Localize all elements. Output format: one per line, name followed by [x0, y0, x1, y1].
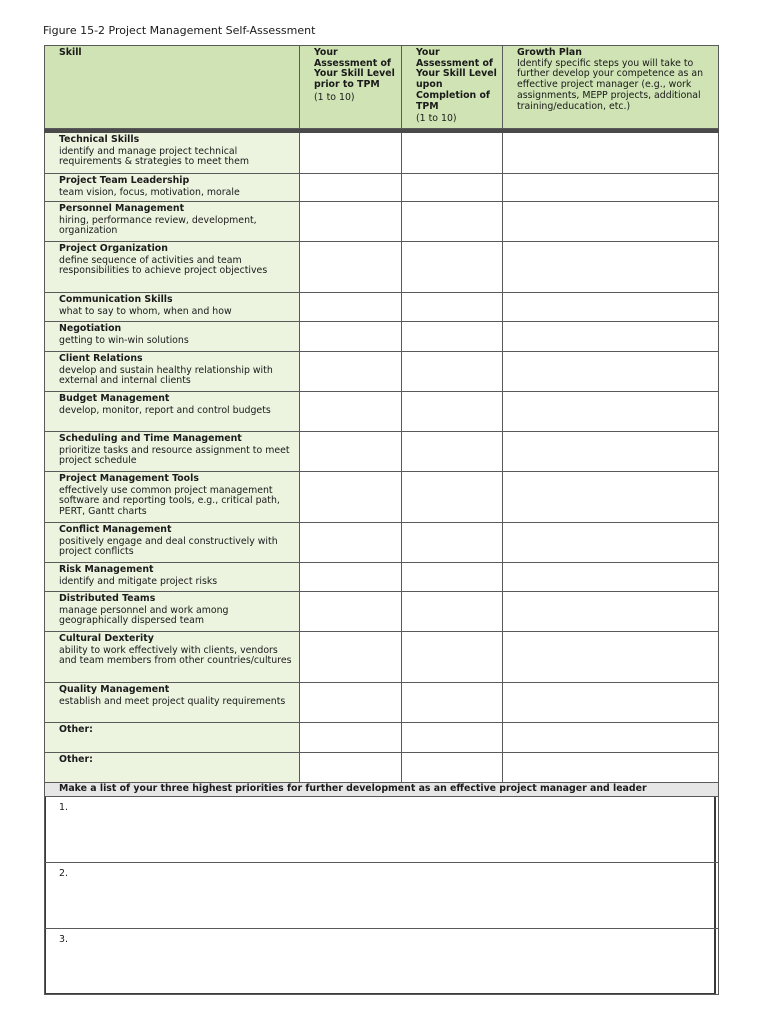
skill-cell: [45, 392, 300, 432]
after-score-cell[interactable]: [402, 352, 503, 392]
after-score-cell[interactable]: [402, 472, 503, 523]
growth-plan-header: Growth Plan Identify specific steps you will take to further develop your competence as an effective project manager (e.g., work assignments, MEPP projects, additional training/education, etc.): [503, 46, 719, 129]
skill-name: Communication Skills: [59, 294, 173, 305]
skill-name: Risk Management: [59, 564, 154, 575]
skill-cell: [45, 472, 300, 523]
growth-plan-cell[interactable]: [503, 242, 719, 293]
growth-plan-cell[interactable]: [503, 523, 719, 563]
growth-plan-cell[interactable]: [503, 392, 719, 432]
priority-entry[interactable]: [45, 796, 719, 862]
after-score-cell[interactable]: [402, 174, 503, 202]
skill-cell: [45, 432, 300, 472]
skill-cell: [45, 174, 300, 202]
skill-row: [45, 472, 719, 523]
growth-plan-cell[interactable]: [503, 432, 719, 472]
priority-row: [45, 862, 719, 928]
after-score-cell[interactable]: [402, 133, 503, 174]
skill-name: Scheduling and Time Management: [59, 433, 242, 444]
priority-number: 2.: [59, 867, 68, 879]
skill-name: Distributed Teams: [59, 593, 156, 604]
skill-cell: [45, 683, 300, 723]
after-score-cell[interactable]: [402, 392, 503, 432]
growth-plan-cell[interactable]: [503, 753, 719, 783]
skill-name: Other:: [59, 754, 93, 765]
skill-description: identify and mitigate project risks: [59, 575, 218, 587]
before-score-cell[interactable]: [300, 723, 402, 753]
after-score-cell[interactable]: [402, 242, 503, 293]
self-assessment-table: [44, 45, 719, 995]
skill-cell: [45, 202, 300, 242]
after-score-cell[interactable]: [402, 293, 503, 322]
before-score-cell[interactable]: [300, 242, 402, 293]
assessment-before-header: Your Assessment of Your Skill Level prior to TPM (1 to 10): [300, 46, 402, 129]
skill-cell: [45, 592, 300, 632]
skill-cell: [45, 523, 300, 563]
skill-row: [45, 392, 719, 432]
skill-row: [45, 523, 719, 563]
before-score-cell[interactable]: [300, 392, 402, 432]
before-score-cell[interactable]: [300, 592, 402, 632]
skill-name: Client Relations: [59, 353, 143, 364]
skill-description: develop, monitor, report and control budgets: [59, 404, 271, 416]
before-score-cell[interactable]: [300, 632, 402, 683]
growth-plan-cell[interactable]: [503, 723, 719, 753]
before-score-cell[interactable]: [300, 432, 402, 472]
growth-plan-cell[interactable]: [503, 322, 719, 352]
skill-description: ability to work effectively with clients, vendors and team members from other countries/cultures: [59, 644, 292, 667]
skill-description: positively engage and deal constructively with project conflicts: [59, 535, 278, 558]
after-score-cell[interactable]: [402, 592, 503, 632]
priority-row: [45, 928, 719, 994]
skill-row: [45, 293, 719, 322]
header-row: [45, 46, 719, 129]
skill-description: hiring, performance review, development, organization: [59, 214, 257, 237]
after-score-cell[interactable]: [402, 523, 503, 563]
skill-cell: [45, 753, 300, 783]
skill-name: Project Management Tools: [59, 473, 199, 484]
skill-description: what to say to whom, when and how: [59, 305, 232, 317]
skill-name: Quality Management: [59, 684, 170, 695]
skill-name: Negotiation: [59, 323, 122, 334]
skill-name: Technical Skills: [59, 134, 140, 145]
skill-name: Project Team Leadership: [59, 175, 190, 186]
after-score-cell[interactable]: [402, 632, 503, 683]
skill-row: [45, 322, 719, 352]
priorities-heading-row: [45, 783, 719, 797]
skill-name: Budget Management: [59, 393, 170, 404]
skill-row: [45, 174, 719, 202]
skill-description: manage personnel and work among geographically dispersed team: [59, 604, 229, 627]
growth-plan-cell[interactable]: [503, 632, 719, 683]
skill-row: [45, 683, 719, 723]
growth-plan-cell[interactable]: [503, 174, 719, 202]
growth-plan-cell[interactable]: [503, 352, 719, 392]
skill-header: Skill: [45, 46, 300, 129]
after-score-cell[interactable]: [402, 723, 503, 753]
priority-entry[interactable]: [45, 928, 719, 994]
skill-name: Conflict Management: [59, 524, 172, 535]
before-score-cell[interactable]: [300, 563, 402, 592]
after-score-cell[interactable]: [402, 202, 503, 242]
skill-row: [45, 133, 719, 174]
skill-description: define sequence of activities and team responsibilities to achieve project objectives: [59, 254, 268, 277]
priorities-heading: Make a list of your three highest priorities for further development as an effective project manager and leader: [45, 783, 719, 797]
growth-plan-cell[interactable]: [503, 592, 719, 632]
skill-name: Cultural Dexterity: [59, 633, 154, 644]
figure-title: Figure 15-2 Project Management Self-Assessment: [43, 24, 316, 37]
growth-plan-cell[interactable]: [503, 202, 719, 242]
skill-description: identify and manage project technical requirements & strategies to meet them: [59, 145, 250, 168]
skill-cell: [45, 322, 300, 352]
skill-row: [45, 242, 719, 293]
skill-name: Personnel Management: [59, 203, 185, 214]
before-score-cell[interactable]: [300, 523, 402, 563]
skill-description: getting to win-win solutions: [59, 334, 189, 346]
skill-row: [45, 592, 719, 632]
skill-description: effectively use common project management software and reporting tools, e.g., critical path, PERT, Gantt charts: [59, 484, 280, 518]
before-score-cell[interactable]: [300, 753, 402, 783]
before-score-cell[interactable]: [300, 683, 402, 723]
skill-cell: [45, 293, 300, 322]
growth-plan-cell[interactable]: [503, 563, 719, 592]
skill-row: [45, 202, 719, 242]
assessment-after-header: Your Assessment of Your Skill Level upon Completion of TPM (1 to 10): [402, 46, 503, 129]
before-score-cell[interactable]: [300, 322, 402, 352]
after-score-cell[interactable]: [402, 683, 503, 723]
growth-plan-cell[interactable]: [503, 293, 719, 322]
skill-description: team vision, focus, motivation, morale: [59, 186, 240, 198]
skill-cell: [45, 352, 300, 392]
priority-number: 3.: [59, 933, 68, 945]
skill-cell: [45, 632, 300, 683]
growth-plan-cell[interactable]: [503, 472, 719, 523]
skill-row: [45, 432, 719, 472]
skill-cell: [45, 133, 300, 174]
skill-description: prioritize tasks and resource assignment to meet project schedule: [59, 444, 290, 467]
skill-row: [45, 632, 719, 683]
skill-cell: [45, 723, 300, 753]
before-score-cell[interactable]: [300, 472, 402, 523]
after-score-cell[interactable]: [402, 322, 503, 352]
before-score-cell[interactable]: [300, 174, 402, 202]
skill-description: establish and meet project quality requirements: [59, 695, 286, 707]
growth-plan-cell[interactable]: [503, 683, 719, 723]
skill-name: Other:: [59, 724, 93, 735]
skill-cell: [45, 242, 300, 293]
before-score-cell[interactable]: [300, 202, 402, 242]
priority-number: 1.: [59, 801, 68, 813]
after-score-cell[interactable]: [402, 753, 503, 783]
skill-description: develop and sustain healthy relationship with external and internal clients: [59, 364, 273, 387]
priority-entry[interactable]: [45, 862, 719, 928]
skill-name: Project Organization: [59, 243, 168, 254]
skill-cell: [45, 563, 300, 592]
skill-row: [45, 352, 719, 392]
before-score-cell[interactable]: [300, 293, 402, 322]
before-score-cell[interactable]: [300, 352, 402, 392]
priority-row: [45, 796, 719, 862]
skill-row: [45, 723, 719, 753]
skill-row: [45, 753, 719, 783]
before-score-cell[interactable]: [300, 133, 402, 174]
growth-plan-cell[interactable]: [503, 133, 719, 174]
after-score-cell[interactable]: [402, 432, 503, 472]
after-score-cell[interactable]: [402, 563, 503, 592]
skill-row: [45, 563, 719, 592]
